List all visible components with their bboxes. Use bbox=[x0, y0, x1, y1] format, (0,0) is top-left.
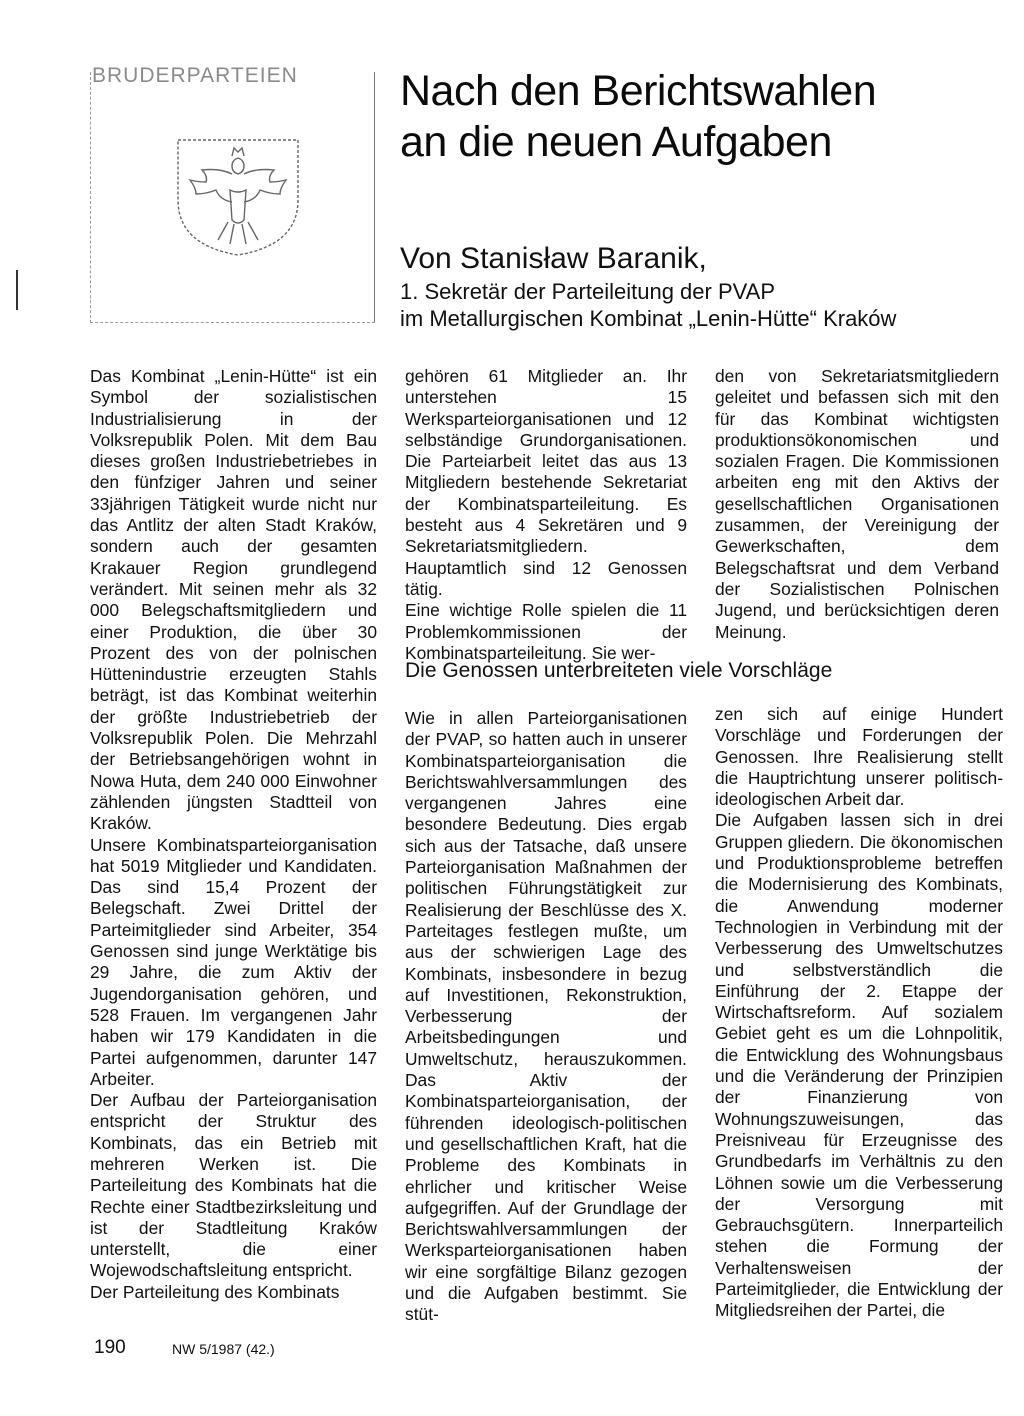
paragraph: Der Aufbau der Parteiorganisation entspricht der Struktur des Kombinats, das ein Betrieb mit mehreren Werken ist. Die Parteileitung des Kombinats hat die Rechte einer Stadtbezirksleitung und ist der Stadtleitung Kraków unterstellt, die einer Wojewodschaftsleitung entspricht. bbox=[90, 1090, 377, 1281]
headline-line-2: an die neuen Aufgaben bbox=[400, 118, 832, 166]
page-number: 190 bbox=[94, 1337, 126, 1358]
author-role-line-1: 1. Sekretär der Parteileitung der PVAP bbox=[400, 279, 776, 304]
section-label: BRUDERPARTEIEN bbox=[92, 64, 298, 87]
paragraph: Unsere Kombinatsparteiorganisation hat 5019 Mitglieder und Kandidaten. Das sind 15,4 Prozent der Belegschaft. Zwei Drittel der Parteimitglieder sind Arbeiter, 354 Genossen sind junge Werktätige bis 29 Jahre, die zum Aktiv der Jugendorganisation gehören, und 528 Frauen. Im vergangenen Jahr haben wir 179 Kandidaten in die Partei aufgenommen, darunter 147 Arbeiter. bbox=[90, 834, 377, 1089]
headline-line-1: Nach den Berichtswahlen bbox=[400, 67, 877, 115]
article-column-3-bottom bbox=[715, 704, 1003, 1322]
paragraph: den von Sekretariatsmitgliedern geleitet und befassen sich mit den für das Kombinat wichtigsten produktionsökonomischen und sozialen Fragen. Die Kommissionen arbeiten eng mit den Aktivs der gesellschaftlichen Organisationen zusammen, der Vereinigung der Gewerkschaften, dem Belegschaftsrat und dem Verband der Sozialistischen Polnischen Jugend, und berücksichtigen deren Meinung. bbox=[715, 366, 999, 642]
section-subheading: Die Genossen unterbreiteten viele Vorschläge bbox=[405, 659, 833, 682]
author-name: Von Stanisław Baranik, bbox=[400, 242, 707, 275]
paragraph: Die Aufgaben lassen sich in drei Gruppen gliedern. Die ökonomischen und Produktionsprobleme betreffen die Modernisierung des Kombinats, die Anwendung moderner Technologien in Verbindung mit der Verbesserung des Umweltschutzes und selbstverständlich die Einführung der 2. Etappe der Wirtschaftsreform. Auf sozialem Gebiet geht es um die Lohnpolitik, die Entwicklung des Wohnungsbaus und die Veränderung der Prinzipien der Finanzierung von Wohnungszuweisungen, das Preisniveau für Erzeugnisse des Grundbedarfs im Verhältnis zu den Löhnen sowie um die Verbesserung der Versorgung mit Gebrauchsgütern. Innerparteilich stehen die Formung der Verhaltensweisen der Parteimitglieder, die Entwicklung der Mitgliedsreihen der Partei, die bbox=[715, 810, 1003, 1321]
article-column-2-bottom bbox=[405, 708, 687, 1326]
article-column-3-top bbox=[715, 366, 999, 643]
paragraph: gehören 61 Mitglieder an. Ihr unterstehen 15 Werksparteiorganisationen und 12 selbständige Grundorganisationen. Die Parteiarbeit leitet das aus 13 Mitgliedern bestehende Sekretariat der Kombinatsparteileitung. Es besteht aus 4 Sekretären und 9 Sekretariatsmitgliedern. Hauptamtlich sind 12 Genossen tätig. bbox=[405, 366, 687, 599]
article-column-2-top bbox=[405, 366, 687, 664]
byline bbox=[400, 240, 1000, 332]
article-column-1 bbox=[90, 366, 377, 1303]
paragraph: Das Kombinat „Lenin-Hütte“ ist ein Symbol der sozialistischen Industrialisierung in der Volksrepublik Polen. Mit dem Bau dieses großen Industriebetriebes in den fünfziger Jahren und seiner 33jährigen Tätigkeit wurde nicht nur das Antlitz der alten Stadt Kraków, sondern auch der gesamten Krakauer Region grundlegend verändert. Mit seinen mehr als 32 000 Belegschaftsmitgliedern und einer Produktion, die über 30 Prozent des von der polnischen Hüttenindustrie erzeugten Stahls beträgt, ist das Kombinat weiterhin der größte Industriebetrieb der Volksrepublik Polen. Die Mehrzahl der Betriebsangehörigen wohnt in Nowa Huta, dem 240 000 Einwohner zählenden jüngsten Stadtteil von Kraków. bbox=[90, 366, 377, 834]
issue-reference: NW 5/1987 (42.) bbox=[172, 1341, 275, 1357]
paragraph: Eine wichtige Rolle spielen die 11 Problemkommissionen der Kombinatsparteileitung. Sie wer- bbox=[405, 600, 687, 663]
polish-eagle-emblem-icon bbox=[168, 130, 308, 260]
article-headline bbox=[400, 66, 1010, 168]
author-role-line-2: im Metallurgischen Kombinat „Lenin-Hütte“ Kraków bbox=[400, 306, 897, 331]
paragraph: zen sich auf einige Hundert Vorschläge und Forderungen der Genossen. Ihre Realisierung stellt die Hauptrichtung unserer politisch-ideologischen Arbeit dar. bbox=[715, 704, 1003, 810]
margin-mark bbox=[16, 270, 18, 310]
paragraph: Der Parteileitung des Kombinats bbox=[90, 1281, 340, 1302]
paragraph: Wie in allen Parteiorganisationen der PVAP, so hatten auch in unserer Kombinatsparteiorganisation die Berichtswahlversammlungen des vergangenen Jahres eine besondere Bedeutung. Dies ergab sich aus der Tatsache, daß unsere Parteiorganisation Maßnahmen der politischen Führungstätigkeit zur Realisierung der Beschlüsse des X. Parteitages festlegen mußte, um aus der schwierigen Lage des Kombinats, insbesondere in bezug auf Investitionen, Rekonstruktion, Verbesserung der Arbeitsbedingungen und Umweltschutz, herauszukommen. Das Aktiv der Kombinatsparteiorganisation, der führenden ideologisch-politischen und gesellschaftlichen Kraft, hat die Probleme des Kombinats in ehrlicher und kritischer Weise aufgegriffen. Auf der Grundlage der Berichtswahlversammlungen der Werksparteiorganisationen haben wir eine sorgfältige Bilanz gezogen und die Aufgaben bestimmt. Sie stüt- bbox=[405, 708, 687, 1325]
